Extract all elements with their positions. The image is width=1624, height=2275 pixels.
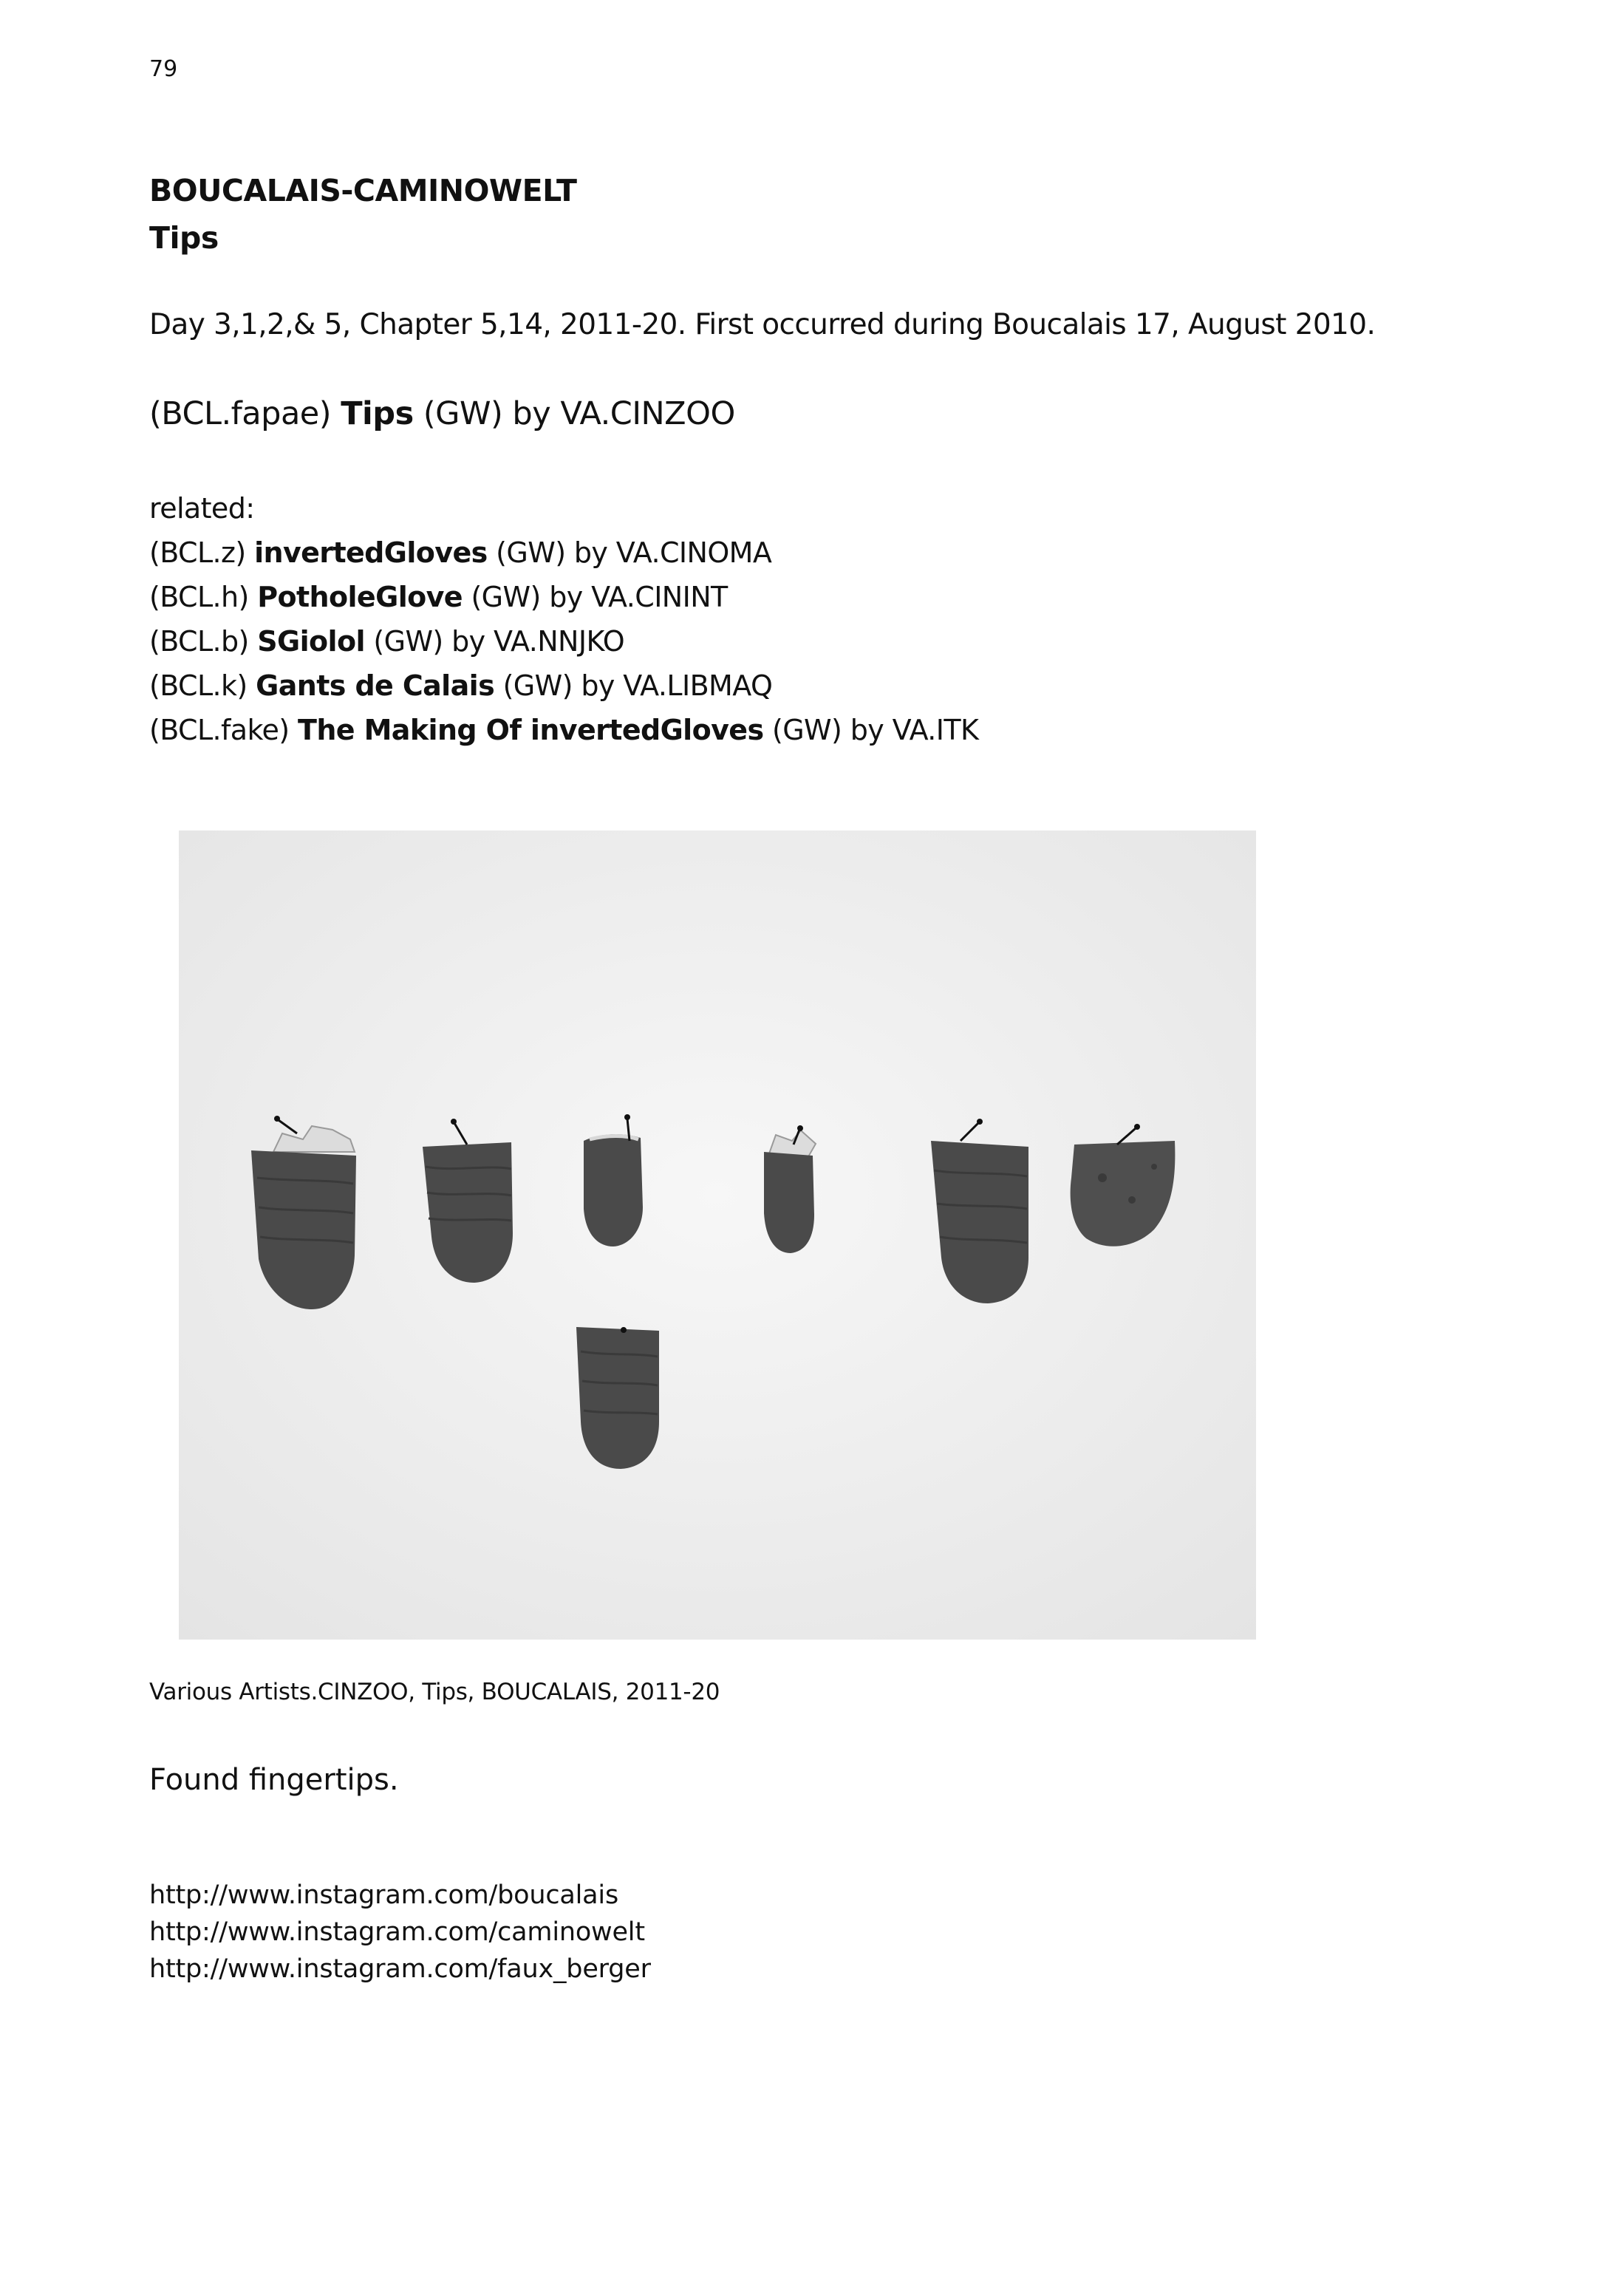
related-title: PotholeGlove [257, 581, 463, 613]
related-title: SGiolol [257, 625, 365, 658]
related-code: (BCL.k) [149, 669, 248, 702]
page-number: 79 [149, 56, 178, 82]
instagram-link-faux-berger[interactable]: http://www.instagram.com/faux_berger [149, 1954, 651, 1984]
related-title: invertedGloves [254, 536, 488, 569]
instagram-link-boucalais[interactable]: http://www.instagram.com/boucalais [149, 1880, 618, 1910]
fingertip [576, 1327, 659, 1469]
related-item [149, 619, 978, 664]
section-title: BOUCALAIS-CAMINOWELT [149, 173, 577, 208]
related-code: (BCL.z) [149, 536, 246, 569]
work-title: Tips [149, 220, 219, 256]
entry-code: (BCL.fapae) [149, 395, 332, 432]
dates-line: Day 3,1,2,& 5, Chapter 5,14, 2011-20. First occurred during Boucalais 17, August 2010. [149, 308, 1376, 341]
related-code: (BCL.fake) [149, 714, 290, 746]
instagram-link-caminowelt[interactable]: http://www.instagram.com/caminowelt [149, 1917, 645, 1947]
related-title: The Making Of invertedGloves [298, 714, 764, 746]
related-suffix: (GW) by VA.NNJKO [373, 625, 625, 658]
related-suffix: (GW) by VA.CINOMA [496, 536, 772, 569]
related-code: (BCL.b) [149, 625, 249, 658]
photo-caption: Various Artists.CINZOO, Tips, BOUCALAIS, 2011-20 [149, 1679, 720, 1705]
related-code: (BCL.h) [149, 581, 249, 613]
related-suffix: (GW) by VA.LIBMAQ [502, 669, 773, 702]
artwork-photo [179, 830, 1256, 1640]
link-list [149, 1877, 651, 1988]
related-list [149, 486, 978, 752]
headline [149, 167, 576, 262]
main-entry [149, 392, 735, 436]
entry-title: Tips [341, 395, 414, 432]
related-item [149, 575, 978, 619]
related-title: Gants de Calais [256, 669, 495, 702]
related-item [149, 531, 978, 575]
work-description: Found fingertips. [149, 1763, 399, 1797]
entry-suffix: (GW) by VA.CINZOO [423, 395, 735, 432]
fingertip [764, 1125, 816, 1253]
related-suffix: (GW) by VA.CININT [471, 581, 728, 613]
related-suffix: (GW) by VA.ITK [771, 714, 979, 746]
related-item [149, 708, 978, 752]
related-item [149, 664, 978, 708]
related-label: related: [149, 492, 255, 525]
